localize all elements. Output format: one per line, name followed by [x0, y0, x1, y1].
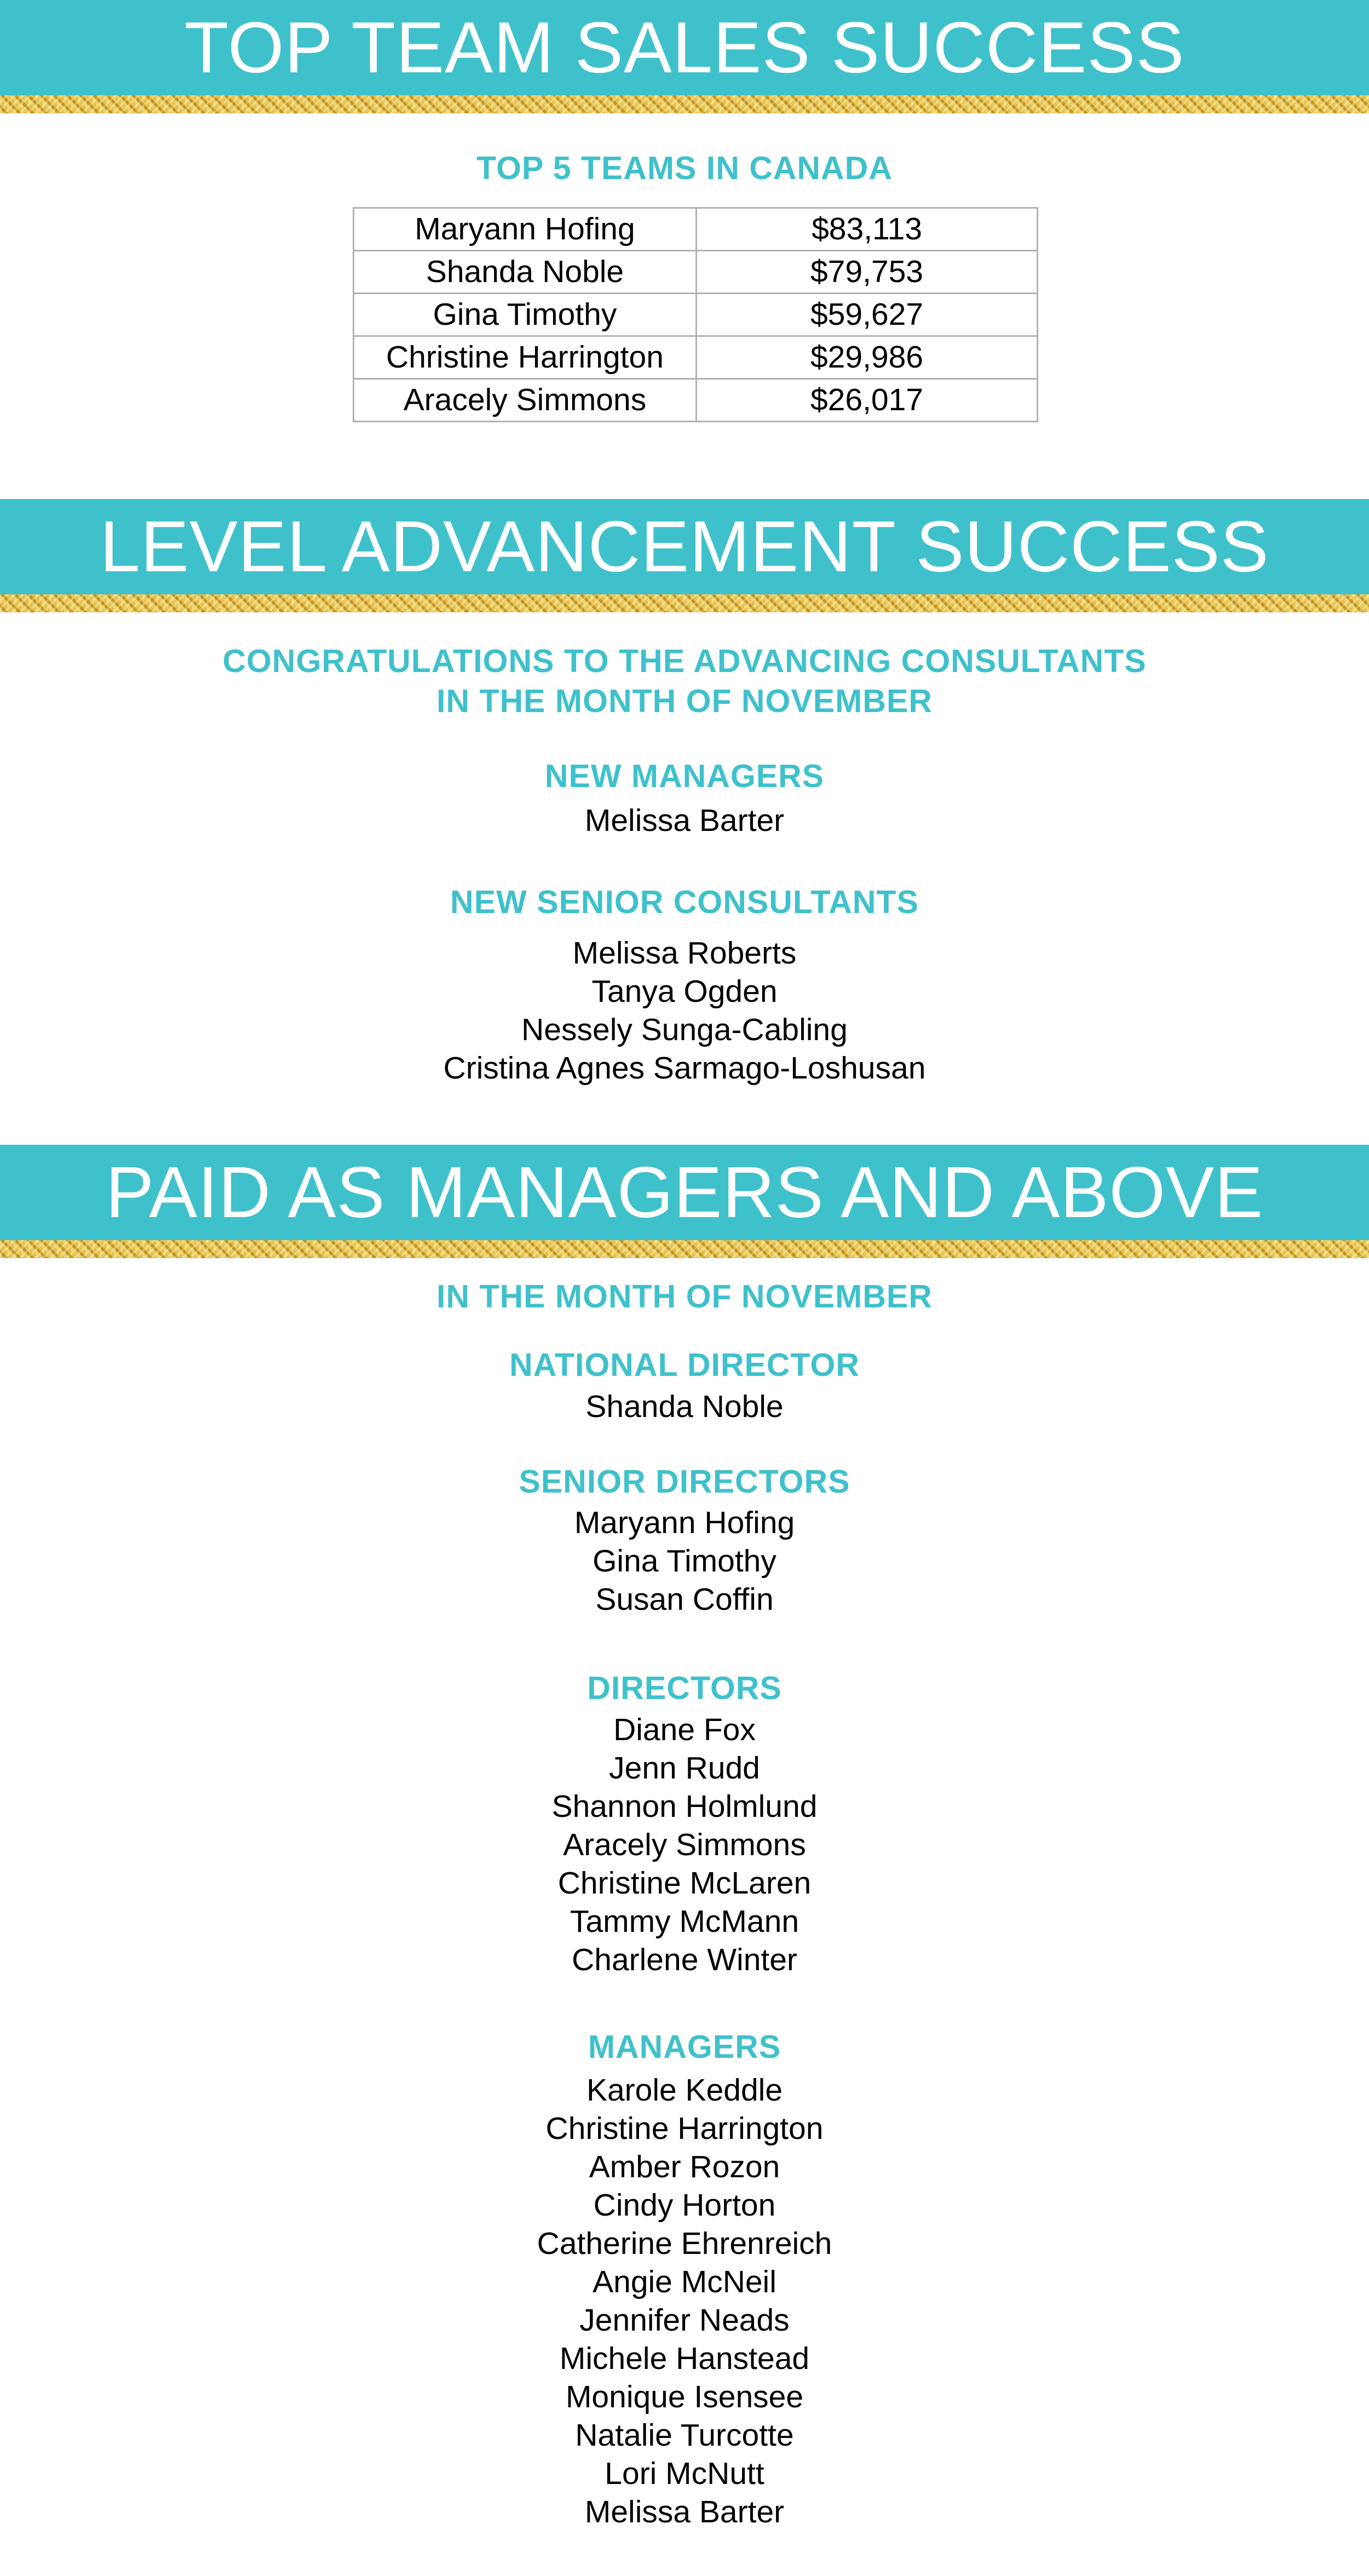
list-item: Maryann Hofing — [574, 1505, 795, 1540]
list-item: Jenn Rudd — [609, 1751, 760, 1786]
table-row — [354, 294, 1038, 336]
table-row — [354, 336, 1038, 379]
list-item: Christine McLaren — [557, 1866, 812, 1901]
table-row — [354, 251, 1038, 294]
banner-paid-as-managers: PAID AS MANAGERS AND ABOVE — [0, 1145, 1369, 1240]
team-amount-cell: $29,986 — [697, 336, 1038, 379]
team-name-cell: Maryann Hofing — [354, 208, 697, 251]
banner-level-advancement: LEVEL ADVANCEMENT SUCCESS — [0, 499, 1369, 594]
list-item: Charlene Winter — [572, 1942, 797, 1977]
senior-directors-list — [0, 1504, 1369, 1619]
top-teams-heading: TOP 5 TEAMS IN CANADA — [476, 150, 893, 186]
month-heading: IN THE MONTH OF NOVEMBER — [436, 1278, 933, 1315]
list-item: Melissa Roberts — [572, 936, 797, 971]
list-item: Aracely Simmons — [563, 1827, 806, 1862]
table-row — [354, 379, 1038, 422]
list-item: Nessely Sunga-Cabling — [521, 1012, 848, 1047]
managers-heading: MANAGERS — [588, 2029, 781, 2065]
list-item: Monique Isensee — [565, 2379, 804, 2414]
list-item: Natalie Turcotte — [575, 2418, 794, 2453]
list-item: Cindy Horton — [593, 2188, 776, 2223]
list-item: Lori McNutt — [605, 2456, 764, 2491]
list-item: Michele Hanstead — [559, 2341, 810, 2376]
new-senior-consultants-list — [0, 934, 1369, 1087]
list-item: Shanda Noble — [585, 1389, 784, 1424]
congrats-heading-line2: IN THE MONTH OF NOVEMBER — [436, 683, 933, 719]
list-item: Amber Rozon — [589, 2149, 780, 2184]
directors-heading: DIRECTORS — [587, 1670, 782, 1706]
directors-list — [0, 1711, 1369, 1979]
team-amount-cell: $79,753 — [697, 251, 1038, 294]
list-item: Diane Fox — [613, 1712, 756, 1747]
gold-glitter-divider — [0, 95, 1369, 113]
list-item: Christine Harrington — [545, 2111, 824, 2146]
team-name-cell: Aracely Simmons — [354, 379, 697, 422]
list-item: Jennifer Neads — [579, 2303, 790, 2338]
senior-directors-heading: SENIOR DIRECTORS — [519, 1464, 850, 1500]
top-teams-table — [353, 207, 1038, 422]
table-row — [354, 208, 1038, 251]
team-amount-cell: $83,113 — [697, 208, 1038, 251]
list-item: Angie McNeil — [593, 2264, 776, 2299]
list-item: Shannon Holmlund — [551, 1789, 818, 1824]
new-senior-consultants-heading: NEW SENIOR CONSULTANTS — [450, 884, 919, 920]
list-item: Susan Coffin — [595, 1582, 774, 1617]
list-item: Gina Timothy — [593, 1544, 776, 1579]
list-item: Cristina Agnes Sarmago-Loshusan — [443, 1051, 926, 1086]
list-item: Karole Keddle — [586, 2073, 783, 2108]
congrats-heading-line1: CONGRATULATIONS TO THE ADVANCING CONSULTANTS — [222, 643, 1147, 679]
new-managers-list — [0, 801, 1369, 840]
list-item: Tammy McMann — [570, 1904, 799, 1939]
team-name-cell: Shanda Noble — [354, 251, 697, 294]
team-amount-cell: $59,627 — [697, 294, 1038, 336]
list-item: Catherine Ehrenreich — [537, 2226, 832, 2261]
team-name-cell: Christine Harrington — [354, 336, 697, 379]
list-item: Tanya Ogden — [591, 974, 778, 1009]
national-director-heading: NATIONAL DIRECTOR — [509, 1347, 860, 1383]
list-item: Melissa Barter — [584, 2494, 785, 2529]
new-managers-heading: NEW MANAGERS — [544, 758, 825, 794]
gold-glitter-divider — [0, 594, 1369, 612]
banner-top-team-sales: TOP TEAM SALES SUCCESS — [0, 0, 1369, 95]
list-item: Melissa Barter — [584, 803, 785, 838]
managers-list — [0, 2071, 1369, 2531]
team-amount-cell: $26,017 — [697, 379, 1038, 422]
national-director-list — [0, 1387, 1369, 1426]
team-name-cell: Gina Timothy — [354, 294, 697, 336]
gold-glitter-divider — [0, 1240, 1369, 1258]
